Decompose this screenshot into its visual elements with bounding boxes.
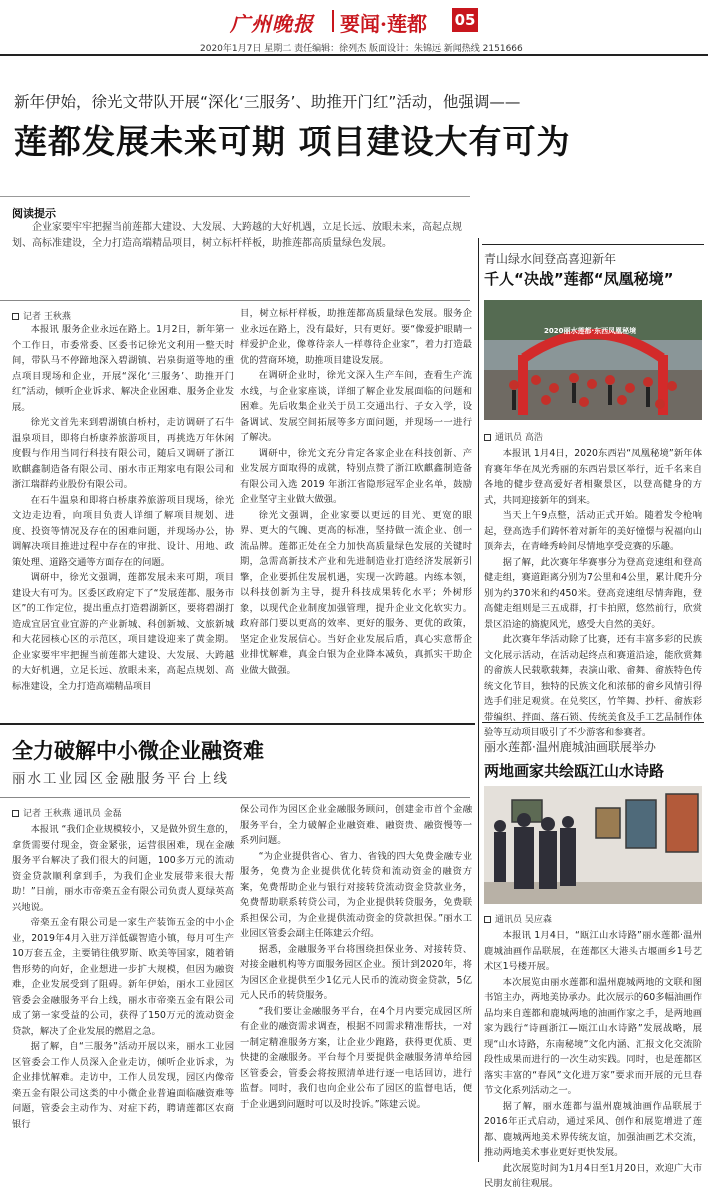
exhibition-photo <box>484 786 702 904</box>
side1-column <box>484 446 702 738</box>
race-photo-image <box>484 300 702 420</box>
paragraph: 据了解，此次赛年华赛事分为登高竞速组和登高健走组，赛道距离分别为7公里和4公里，累计爬升分别为约370米和约450米。登高竞速组尽情奔跑，登高健走组则是三五成群，打卡拍照，悠然前行，欣赏景区沿途的旖旎风光，感受大自然的美好。 <box>484 556 702 630</box>
paragraph: 徐光文首先来到碧湖镇白桥村，走访调研了石牛温泉项目，即将白桥康养旅游项目，再挑选万年休闲度假与作用当同行科技有限公司，随后又调研了浙江欧麒鑫制造备有限公司、丽水市正翔家电有限公司和浙江瑞群药业股份有限公司。 <box>12 417 234 490</box>
second-byline: 记者 王秋燕 通讯员 金磊 <box>12 806 122 819</box>
side1-kicker: 青山绿水间登高喜迎新年 <box>484 252 617 266</box>
second-subhead: 丽水工业园区金融服务平台上线 <box>12 771 229 787</box>
paragraph: 据悉，金融服务平台将围绕担保业务、对接转贷、对接金融机构等方面服务园区企业。预计到2020年，将为园区企业提供至少1亿元人民币的流动资金贷款，5亿元人民币的转贷服务。 <box>240 943 472 1001</box>
exhibition-photo-image <box>484 786 702 904</box>
paragraph: 本报讯 1月4日，“瓯江山水诗路”丽水莲都·温州鹿城油画作品联展，在莲都区大港头古堰画乡1号艺术区1号楼开展。 <box>484 930 702 972</box>
photo-banner-text: 2020丽水莲都·东西凤凰秘境 <box>544 327 637 335</box>
lead-kicker: 新年伊始，徐光文带队开展“深化‘三服务’、助推开门红”活动，他强调—— <box>14 93 521 111</box>
masthead-rule <box>0 54 708 56</box>
lead-column-1 <box>12 322 234 714</box>
section-name: 要闻·莲都 <box>340 12 427 36</box>
paragraph: 此次展览时间为1月4日至1月20日，欢迎广大市民朋友前往观展。 <box>484 1162 702 1189</box>
lead-column-2 <box>240 306 472 714</box>
section-rule <box>0 300 470 301</box>
column-rule <box>478 238 479 1162</box>
side2-column <box>484 928 702 1189</box>
second-column-2 <box>240 802 472 1158</box>
masthead-divider <box>332 10 334 32</box>
paragraph: 保公司作为园区企业金融服务顾问，创建金市首个金融服务平台，全力破解企业融资难、融资贵、融资慢等一系列问题。 <box>240 804 472 846</box>
paragraph: 当天上午9点整，活动正式开始。随着发令枪响起，登高选手们踌怀着对新年的美好憧憬与祝福向山顶奔去，在青峰秀岭间尽情地享受竞赛的乐趣。 <box>484 510 702 552</box>
paragraph: 在石牛温泉和即将白桥康养旅游项目现场，徐光文边走边看，向项目负责人详细了解项目规划、进度、投资等情况及存在的困难问题，并现场办公，协调解决项目推进过程中存在的审批、设计、用地、政策处理、道路交通等方面存在的问题。 <box>12 494 234 568</box>
story-divider <box>0 723 475 725</box>
side-rule <box>482 722 704 723</box>
paragraph: 本报讯 服务企业永远在路上。1月2日，新年第一个工作日，市委常委、区委书记徐光文利用一整天时间，带队马不停蹄地深入碧湖镇、岩泉街道等地的重点项目现场和企业，开展“深化‘三服务’、助推开门红”活动，倾听企业诉求、解决企业困难、服务企业发展。 <box>12 324 234 413</box>
masthead <box>0 0 708 40</box>
page-number: 05 <box>452 8 478 32</box>
paragraph: 本次展览由丽水莲都和温州鹿城两地的文联和图书馆主办，两地美协承办。此次展示的60多幅油画作品均来自莲都和鹿城两地的油画作家之手，是两地画家为践行“诗画浙江—瓯江山水诗路”发展战略，展现“山水诗路，东南秘境”文化内涵、汇报文化交流阶段性成果而进行的一次生动实践。同时，也是莲都区落实丰富的“春风”文化进万家”要求而开展的元旦春节文化系列活动之一。 <box>484 976 702 1096</box>
paper-name: 广州晚报 <box>230 12 314 36</box>
second-rule <box>0 797 470 798</box>
race-photo <box>484 300 702 420</box>
paragraph: 据了解，自“三服务”活动开展以来，丽水工业园区管委会工作人员深入企业走访，倾听企业诉求，为企业排忧解难。走访中，工作人员发现，园区内像帝楽五金有限公司这类的中小微企业普遍面临融资难等问题，管委会主动作为、对症下药，聘请莲都区农商银行 <box>12 1041 234 1130</box>
paragraph: “我们要让金融服务平台，在4个月内要完成园区所有企业的融资需求调查，根据不同需求精准帮扶，一对一制定精准服务方案，让企业少跑路，获得更优质、更快捷的金融服务。平台每个月要提供金融服务清单给园区管委会，管委会将按照清单进行逐一电话回访，进行监督。同时，我们也向企业公布了园区的监督电话，便于企业遇到问题时可以及时投诉。”陈建云说。 <box>240 1005 472 1110</box>
paragraph: 帝楽五金有限公司是一家生产装饰五金的中小企业，2019年4月入驻万洋低碳智造小镇，每月可生产10万套五金，主要销往俄罗斯、欧美等国家，随着销售形势的向好，企业想进一步扩大规模，但因为融资难，企业发展受到了阻碍。新年伊始，丽水工业园区管委会金融服务平台上线，丽水市帝楽五金有限公司成了第一家受益的公司，获得了150万元的流动资金贷款，解决了企业发展的燃眉之急。 <box>12 917 234 1037</box>
paragraph: 调研中，徐光文充分肯定各家企业在科技创新、产业发展方面取得的成就，特别点赞了浙江欧麒鑫制造备有限公司入选 2019 年浙江省隐形冠军企业名单，鼓励企业坚守主业做大做强。 <box>240 447 472 505</box>
side2-headline: 两地画家共绘瓯江山水诗路 <box>484 762 665 780</box>
lead-byline: 记者 王秋燕 <box>12 309 71 322</box>
paragraph: 据了解，丽水莲都与温州鹿城油画作品联展于2016年正式启动，通过采风、创作和展览增进了莲都、鹿城两地美术界传统友谊，加强油画艺术交流，推动两地美术事业更好更快发展。 <box>484 1100 702 1158</box>
abstract-body: 企业家要牢牢把握当前莲都大建设、大发展、大跨越的大好机遇，立足长远、放眼未来，高起点规划、高标准建设，全力打造高端精品项目，树立标杆样板，助推莲都高质量绿色发展。 <box>12 222 462 249</box>
side2-byline: 通讯员 吴应森 <box>484 912 552 925</box>
paragraph: 此次赛年华活动除了比赛，还有丰富多彩的民族文化展示活动，在活动起终点和赛道沿途，能欣赏舞的畲族人民载歌载舞，表演山歌、畲舞、畲族特色传统文化节目，独特的民族文化和浓郁的畲乡风情引得选手们驻足观赏。在兑奖区，竹竿舞、抄杆、畲族彩带编织、拌面、落石锁、传统美食及手工艺品制作体验等互动项目吸引了不少游客和参赛者。 <box>484 634 702 738</box>
paragraph: 目，树立标杆样板，助推莲都高质量绿色发展。服务企业永远在路上，没有最好，只有更好。要“像爱护眼睛一样爱护企业，像尊待亲人一样尊待企业家”，着力打造最优的营商环境，助推项目建设发展。 <box>240 308 472 366</box>
abstract-title: 阅读提示 <box>12 207 56 220</box>
paragraph: 徐光文强调，企业家要以更远的目光、更宽的眼界、更大的气魄、更高的标准，坚持做一流企业、创一流品牌。莲都正处在全力加快高质量绿色发展的关键时期，急需高新技术产业和先进制造业打造经济发展新引擎，企业要抓住发展机遇，实现一次跨越。内练本领，以科技创新为主导，提升科技成果转化水平；外树形象，以现代企业制度加强管理，提升企业文化软实力。政府部门要以更高的效率、更好的服务、更优的政策，坚定企业发展信心。当好企业发展后盾，真心实意帮企业排忧解难，真金白银为企业降本减负，真抓实干助企业做大做强。 <box>240 509 472 676</box>
paragraph: “为企业提供省心、省力、省钱的四大免费金融专业服务，免费为企业提供优化转贷和流动资金的融资方案，免费帮助企业与银行对接转贷流动资金贷款业务，免费帮助联系转贷公司，为企业提供转贷服务，免费联系担保公司，为企业提供流动资金的贷款担保。”丽水工业园区管委会副主任陈建云介绍。 <box>240 850 472 939</box>
abstract-rule <box>0 196 470 197</box>
side-rule <box>482 244 704 245</box>
second-headline: 全力破解中小微企业融资难 <box>12 739 264 763</box>
paragraph: 本报讯 1月4日，2020东西岩“凤凰秘境”新年体育赛年华在凤光秀丽的东西岩景区举行，近千名来自各地的健步登高爱好者相聚景区，以登高健身的方式，共同迎接新年的到来。 <box>484 448 702 506</box>
issue-meta: 2020年1月7日 星期二 责任编辑：徐列杰 版面设计：朱锦远 新闻热线 2151666 <box>200 44 523 54</box>
side1-headline: 千人“决战”莲都“凤凰秘境” <box>484 270 674 288</box>
second-column-1 <box>12 822 234 1158</box>
paragraph: 本报讯 “我们企业规模较小，又是做外贸生意的，拿货需要付现金，资金紧张，运营很困难，现在金融服务平台解决了我们很大的问题，100多万元的流动资金贷款顺利拿到手，为我们企业发展带来很大帮助！”日前，丽水市帝楽五金有限公司负责人夏绿英高兴地说。 <box>12 824 234 913</box>
side1-byline: 通讯员 高浩 <box>484 430 543 443</box>
paragraph: 调研中，徐光文强调，莲都发展未来可期，项目建设大有可为。区委区政府定下了“发展莲都、服务市区”的工作定位，提出重点打造碧湖新区，要将碧湖打造成宜居宜业宜游的产业新城、科创新城、文旅新城和大花园核心区的示范区，项目建设迎来了黄金期。企业家要牢牢把握当前莲都大建设、大发展、大跨越的大好机遇，立足长远、放眼未来，高起点规划、高标准建设，全力打造高端精品项目 <box>12 572 234 692</box>
side2-kicker: 丽水莲都·温州鹿城油画联展举办 <box>484 740 656 754</box>
lead-headline: 莲都发展未来可期 项目建设大有可为 <box>14 122 571 161</box>
paragraph: 在调研企业时，徐光文深入生产车间，查看生产流水线，与企业家座谈，详细了解企业发展面临的问题和困难。先后收集企业关于员工交通出行、子女入学，设备调试、发展空间拓展等多方面问题，并现场一一进行了解决。 <box>240 370 472 443</box>
